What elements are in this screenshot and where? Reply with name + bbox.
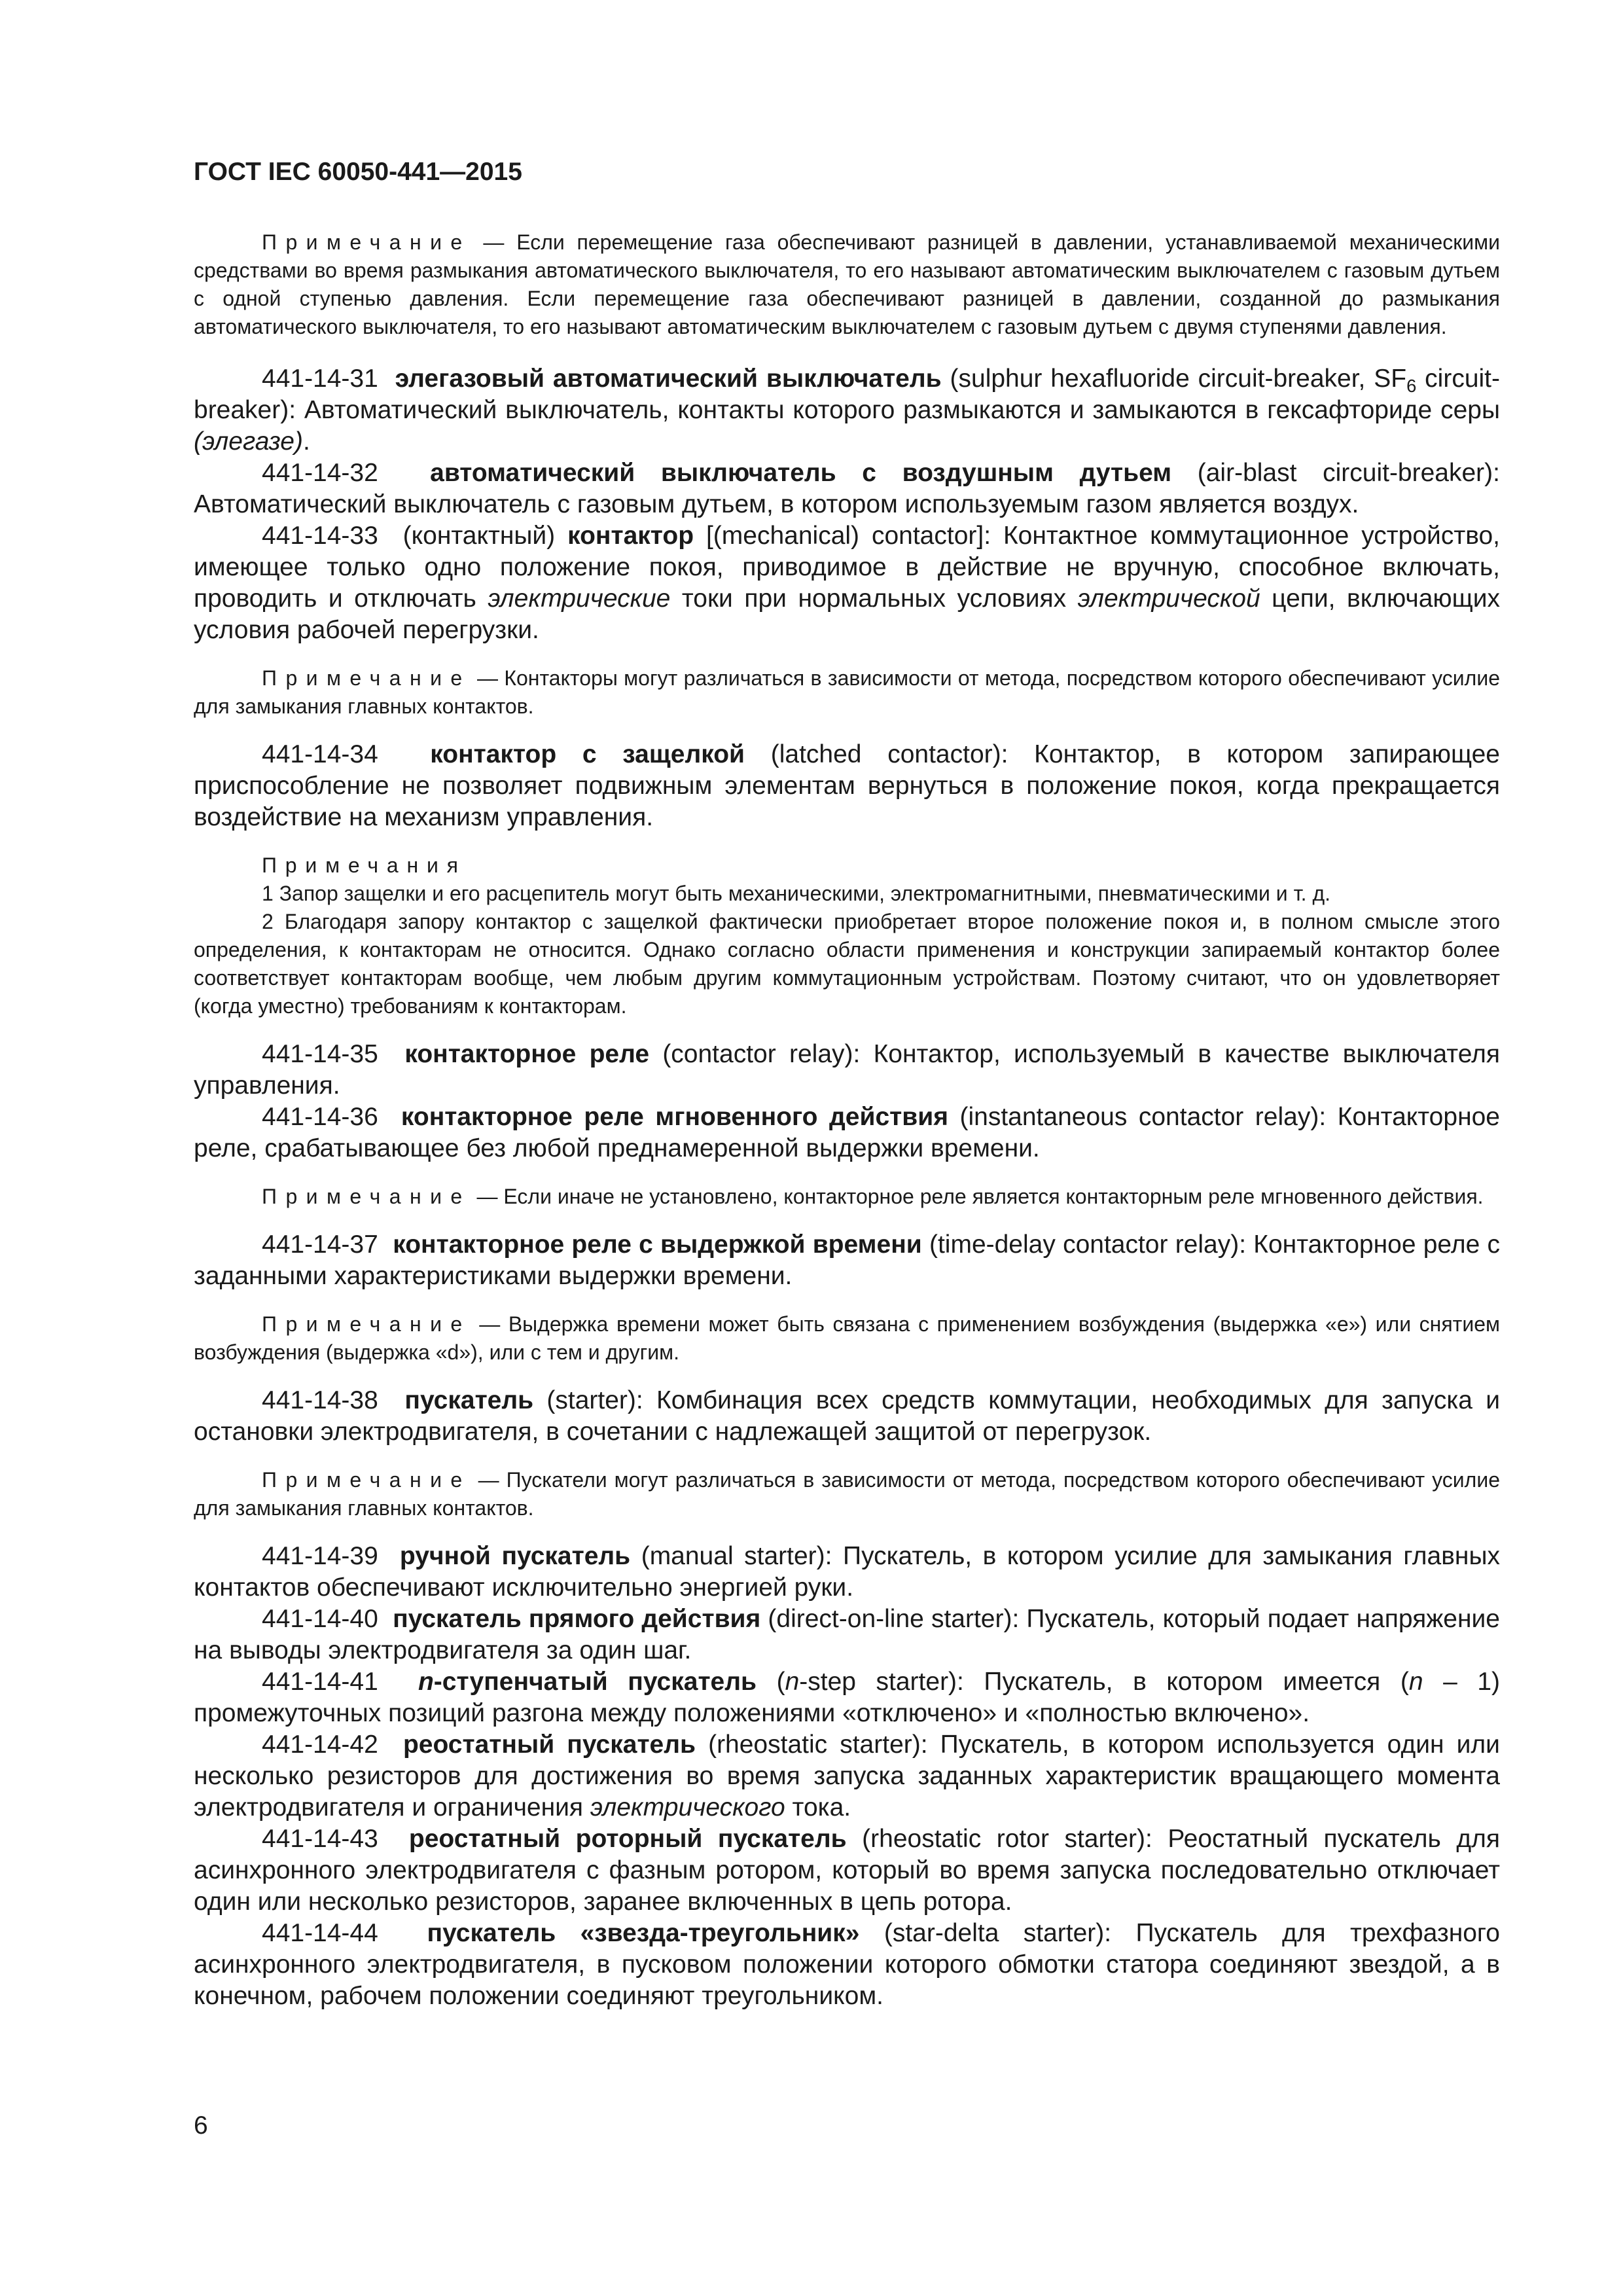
note-text: Если иначе не установлено, контакторное реле является контакторным реле мгновенного действия. — [503, 1184, 1484, 1208]
term-entry-40 — [194, 1604, 1500, 1666]
document-page — [194, 157, 1500, 2012]
term-entry-41 — [194, 1666, 1500, 1729]
term-entry-36 — [194, 1102, 1500, 1164]
term-definition: Контактор, используемый в качестве выключателя управления. — [194, 1039, 1500, 1100]
term-name: n-ступенчатый пускатель — [418, 1667, 757, 1696]
term-number: 441-14-32 — [262, 458, 378, 487]
term-definition: Контакторное реле, срабатывающее без любой преднамеренной выдержки времени. — [194, 1102, 1500, 1162]
term-english: (latched contactor): — [770, 740, 1008, 768]
term-name: контакторное реле — [404, 1039, 650, 1068]
term-number: 441-14-41 — [262, 1667, 378, 1696]
term-entry-32 — [194, 457, 1500, 520]
term-number: 441-14-34 — [262, 740, 378, 768]
term-entry-44 — [194, 1918, 1500, 2012]
term-number: 441-14-39 — [262, 1541, 378, 1570]
term-entry-39 — [194, 1541, 1500, 1604]
term-definition: Контактное коммутационное устройство, имеющее только одно положение покоя, приводимое в действие не вручную, способное включать, проводить и отключать электрические токи при нормальных условиях электрической цепи, включающих условия рабочей перегрузки. — [194, 521, 1501, 644]
term-definition: Пускатель для трехфазного асинхронного электродвигателя, в пусковом положении которого обмотки статора соединяют звездой, а в конечном, рабочем положении соединяют треугольником. — [194, 1918, 1500, 2010]
term-name: контакторное реле с выдержкой времени — [393, 1230, 922, 1259]
note: Примечание — Если перемещение газа обеспечивают разницей в давлении, устанавливаемой механическими средствами во время размыкания автоматического выключателя, то его называют автоматическим выключателем с газовым дутьем с одной ступенью давления. Если перемещение газа обеспечивают разницей в давлении, созданной до размыкания автоматического выключателя, то его называют автоматическим выключателем с газовым дутьем с двумя ступенями давления. — [194, 230, 1501, 338]
note-item-1: 1 Запор защелки и его расцепитель могут быть механическими, электромагнитными, пневматическими и т. д. — [262, 881, 1331, 905]
note-label: Примечание — [262, 230, 471, 254]
term-english: (sulphur hexafluoride circuit-breaker, $SF_6$ circuit-breaker): — [194, 364, 1501, 424]
note-label: Примечание — [262, 1312, 471, 1336]
term-name: реостатный роторный пускатель — [408, 1824, 847, 1853]
term-entry-43 — [194, 1823, 1500, 1918]
note-text: Контакторы могут различаться в зависимости от метода, посредством которого обеспечивают усилие для замыкания главных контактов. — [194, 666, 1501, 718]
term-number: 441-14-31 — [262, 364, 378, 393]
note-label: Примечание — [262, 1467, 471, 1492]
note-label: Примечание — [262, 666, 471, 690]
term-entry-35 — [194, 1039, 1500, 1102]
term-definition: Пускатель, в котором используется один или несколько резисторов для достижения во время запуска заданных характеристик вращающего момента электродвигателя и ограничения электрического тока. — [194, 1730, 1500, 1821]
term-definition: Автоматический выключатель, контакты которого размыкаются и замыкаются в гексафториде серы — [296, 395, 1500, 424]
term-definition: Контакторное реле с заданными характеристиками выдержки времени. — [194, 1230, 1500, 1290]
term-name: пускатель «звезда-треугольник» — [427, 1918, 860, 1947]
page-number: 6 — [194, 2111, 208, 2140]
term-english: [(mechanical) contactor]: — [705, 521, 991, 550]
term-definition: Автоматический выключатель с газовым дутьем, в котором используемым газом является воздух. — [194, 490, 1359, 518]
term-english: (rheostatic rotor starter): — [862, 1824, 1152, 1853]
term-english: (time-delay contactor relay): — [929, 1230, 1247, 1259]
term-number: 441-14-36 — [262, 1102, 378, 1131]
term-number: 441-14-37 — [262, 1230, 378, 1259]
term-number: 441-14-35 — [262, 1039, 378, 1068]
term-number: 441-14-43 — [262, 1824, 378, 1853]
note: Примечание — Контакторы могут различаться в зависимости от метода, посредством которого обеспечивают усилие для замыкания главных контактов. — [194, 666, 1501, 718]
term-english: (manual starter): — [641, 1541, 832, 1570]
term-entry-42 — [194, 1729, 1500, 1823]
term-name: пускатель прямого действия — [393, 1604, 761, 1633]
note-text: Если перемещение газа обеспечивают разницей в давлении, устанавливаемой механическими средствами во время размыкания автоматического выключателя, то его называют автоматическим выключателем с газовым дутьем с одной ступенью давления. Если перемещение газа обеспечивают разницей в давлении, созданной до размыкания автоматического выключателя, то его называют автоматическим выключателем с газовым дутьем с двумя ступенями давления. — [194, 230, 1501, 338]
document-header: ГОСТ IEC 60050-441—2015 — [194, 158, 522, 186]
term-definition: Пускатель, который подает напряжение на выводы электродвигателя за один шаг. — [194, 1604, 1500, 1664]
term-english: (rheostatic starter): — [708, 1730, 928, 1759]
term-name: контактор с защелкой — [430, 740, 745, 768]
term-name: реостатный пускатель — [402, 1730, 696, 1759]
term-name: ручной пускатель — [399, 1541, 631, 1570]
term-english: (starter): — [546, 1386, 643, 1414]
term-name: пускатель — [404, 1386, 534, 1414]
note-text: Выдержка времени может быть связана с применением возбуждения (выдержка «е») или снятием возбуждения (выдержка «d»), или с тем и другим. — [194, 1312, 1501, 1364]
term-entry-37 — [194, 1229, 1500, 1292]
term-english: (contactor relay): — [662, 1039, 861, 1068]
term-number: 441-14-40 — [262, 1604, 378, 1633]
term-entry-38 — [194, 1385, 1500, 1448]
note: Примечание — Пускатели могут различаться в зависимости от метода, посредством которого обеспечивают усилие для замыкания главных контактов. — [194, 1467, 1501, 1520]
term-name: контактор — [567, 521, 694, 550]
term-definition: Контактор, в котором запирающее приспособление не позволяет подвижным элементам вернуться в положение покоя, когда прекращается воздействие на механизм управления. — [194, 740, 1500, 831]
term-entry-34 — [194, 739, 1500, 833]
term-name: автоматический выключатель с воздушным дутьем — [430, 458, 1172, 487]
term-name: элегазовый автоматический выключатель — [395, 364, 942, 393]
term-definition: Реостатный пускатель для асинхронного электродвигателя с фазным ротором, который во время запуска последовательно отключает один или несколько резисторов, заранее включенных в цепь ротора. — [194, 1824, 1501, 1916]
note-text: Пускатели могут различаться в зависимости от метода, посредством которого обеспечивают усилие для замыкания главных контактов. — [194, 1467, 1501, 1520]
term-definition: Пускатель, в котором имеется (n – 1) промежуточных позиций разгона между положениями «отключено» и «полностью включено». — [194, 1667, 1500, 1727]
term-definition: Комбинация всех средств коммутации, необходимых для запуска и остановки электродвигателя, в сочетании с надлежащей защитой от перегрузок. — [194, 1386, 1501, 1446]
term-english: (air-blast circuit-breaker): — [1197, 458, 1500, 487]
term-number: 441-14-44 — [262, 1918, 378, 1947]
notes-heading: Примечания — [262, 853, 467, 877]
term-english: (direct-on-line starter): — [768, 1604, 1020, 1633]
term-english: (instantaneous contactor relay): — [959, 1102, 1327, 1131]
term-number: 441-14-42 — [262, 1730, 378, 1759]
note: Примечание — Выдержка времени может быть связана с применением возбуждения (выдержка «е») или снятием возбуждения (выдержка «d»), или с тем и другим. — [194, 1312, 1501, 1364]
term-name: контакторное реле мгновенного действия — [401, 1102, 948, 1131]
note: Примечание — Если иначе не установлено, контакторное реле является контакторным реле мгновенного действия. — [262, 1184, 1484, 1208]
term-number: 441-14-33 — [262, 521, 378, 550]
term-entry-31: 441-14-31 элегазовый автоматический выключатель (sulphur hexafluoride circuit-breaker, $SF_6$ circuit-breaker): Автоматический выключатель, контакты которого размыкаются и замыкаются в гексафториде серы (элегазе). — [194, 364, 1501, 456]
term-entry-33: 441-14-33 (контактный) контактор [(mechanical) contactor]: Контактное коммутационное устройство, имеющее только одно положение покоя, приводимое в действие не вручную, способное включать, проводить и отключать электрические токи при нормальных условиях электрической цепи, включающих условия рабочей перегрузки. — [194, 521, 1501, 644]
note-item-2: 2 Благодаря запору контактор с защелкой фактически приобретает второе положение покоя и, в полном смысле этого определения, к контакторам не относится. Однако согласно области применения и конструкции запираемый контактор более соответствует контакторам вообще, чем любым другим коммутационным устройствам. Поэтому считают, что он удовлетворяет (когда уместно) требованиям к контакторам. — [194, 909, 1500, 1018]
note-label: Примечание — [262, 1184, 471, 1208]
term-number: 441-14-38 — [262, 1386, 378, 1414]
term-english: (n-step starter): — [776, 1667, 964, 1696]
term-definition: Пускатель, в котором усилие для замыкания главных контактов обеспечивают исключительно энергией руки. — [194, 1541, 1501, 1602]
term-english: (star-delta starter): — [883, 1918, 1112, 1947]
